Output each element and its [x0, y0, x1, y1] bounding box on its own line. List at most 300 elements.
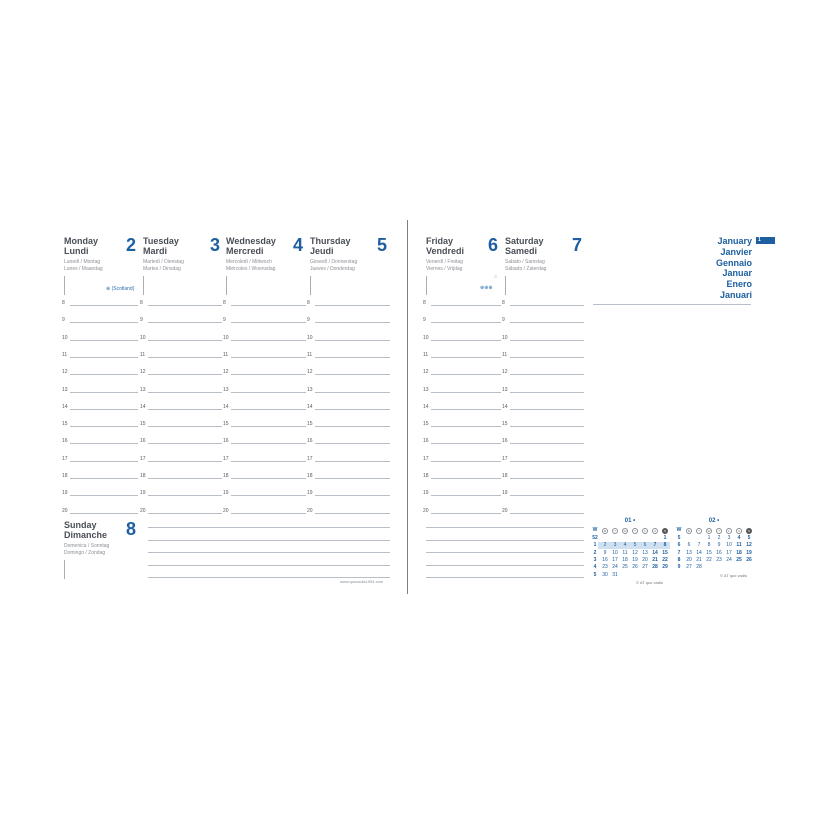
- hour-line: [231, 409, 306, 410]
- hour-line: [148, 305, 222, 306]
- hour-label: 8: [223, 300, 226, 306]
- hour-line: [148, 513, 222, 514]
- mini-calendar-day: 12: [746, 542, 752, 549]
- day-number: 7: [572, 235, 583, 255]
- mini-calendar-day: 16: [716, 549, 722, 556]
- mini-calendar-day: 1: [707, 535, 711, 541]
- mini-calendar-month: 02 •: [708, 518, 720, 524]
- hour-line: [315, 478, 390, 479]
- hour-line: [431, 392, 501, 393]
- hour-line: [70, 305, 138, 306]
- note-line: [148, 540, 390, 541]
- hour-line: [315, 443, 390, 444]
- day-name-alt2: Sábado / Zaterdag: [505, 266, 547, 272]
- hour-line: [510, 374, 584, 375]
- hour-label: 19: [62, 490, 68, 497]
- mini-calendar-day: 19: [632, 556, 638, 563]
- weekday-head: T: [612, 528, 618, 534]
- hour-label: 18: [140, 473, 146, 479]
- hour-label: 11: [502, 351, 508, 358]
- hour-label: 18: [223, 473, 229, 479]
- hour-line: [315, 461, 390, 462]
- day-number: 5: [377, 235, 388, 255]
- hour-label: 15: [223, 421, 229, 428]
- hour-line: [148, 357, 222, 358]
- hour-label: 14: [140, 403, 146, 410]
- hour-label: 11: [423, 351, 429, 358]
- hour-line: [70, 340, 138, 341]
- hour-label: 17: [502, 455, 508, 462]
- hour-line: [315, 305, 390, 306]
- day-name-en: Monday: [64, 236, 99, 246]
- hour-line: [315, 357, 390, 358]
- weekday-head: S: [663, 529, 666, 533]
- week-number: 2: [593, 549, 597, 556]
- hour-label: 16: [423, 438, 429, 445]
- hour-line: [231, 305, 306, 306]
- month-name: January: [717, 236, 752, 246]
- hour-line: [510, 478, 584, 479]
- day-header-tuesday: [143, 235, 221, 273]
- hour-label: 18: [423, 473, 429, 479]
- day-name-en: Tuesday: [143, 236, 179, 246]
- hour-line: [431, 461, 501, 462]
- week-label: W: [676, 527, 682, 533]
- hour-label: 9: [423, 317, 426, 324]
- hour-line: [510, 322, 584, 323]
- hour-line: [510, 461, 584, 462]
- mini-calendar-day: 21: [652, 556, 658, 563]
- hour-line: [231, 478, 306, 479]
- hour-line: [148, 409, 222, 410]
- hour-label: 10: [307, 334, 313, 341]
- day-name-en: Saturday: [505, 236, 544, 246]
- hour-line: [148, 478, 222, 479]
- hour-label: 20: [223, 507, 229, 514]
- hour-label: 11: [140, 351, 146, 358]
- hour-label: 8: [140, 300, 143, 306]
- hour-label: 19: [223, 490, 229, 497]
- hour-line: [315, 322, 390, 323]
- mini-calendar-day: 7: [697, 542, 701, 549]
- mini-calendar-day: 18: [736, 549, 742, 556]
- day-number: 8: [126, 519, 137, 539]
- hour-label: 12: [502, 369, 508, 376]
- hour-line: [148, 443, 222, 444]
- month-name: Januari: [719, 289, 752, 300]
- day-divider: [310, 276, 311, 295]
- hour-line: [231, 392, 306, 393]
- day-header-wednesday: [226, 236, 306, 273]
- day-name-en: Friday: [426, 236, 454, 246]
- month-name: Janvier: [720, 246, 752, 257]
- week-number: 8: [677, 556, 681, 563]
- hour-line: [70, 374, 138, 375]
- hour-label: 13: [307, 386, 313, 393]
- note-line: [426, 552, 584, 553]
- day-name-alt2: Jueves / Donderdag: [310, 266, 355, 272]
- hour-line: [70, 357, 138, 358]
- mini-calendar-day: 9: [717, 542, 721, 549]
- hour-line: [510, 409, 584, 410]
- hour-line: [70, 495, 138, 496]
- mini-calendar-day: 14: [696, 549, 702, 556]
- day-number: 4: [293, 235, 304, 255]
- moon-phase-icon: ○: [494, 274, 498, 280]
- mini-calendar-day: 13: [686, 549, 692, 556]
- hour-line: [510, 357, 584, 358]
- holiday-note: [106, 286, 134, 292]
- hour-label: 9: [223, 317, 226, 324]
- mini-calendar-day: 13: [642, 549, 648, 556]
- month-name: Januar: [722, 268, 752, 279]
- mini-calendar-day: 24: [726, 556, 732, 563]
- mini-calendar-day: 16: [602, 556, 608, 563]
- hour-line: [431, 340, 501, 341]
- day-name-alt2: Lunes / Maandag: [64, 266, 103, 272]
- note-line: [148, 552, 390, 553]
- mini-calendar-day: 2: [717, 535, 721, 541]
- hour-label: 13: [423, 386, 429, 393]
- hour-line: [148, 374, 222, 375]
- hour-line: [510, 340, 584, 341]
- note-line: [148, 527, 390, 528]
- hour-line: [315, 495, 390, 496]
- hour-line: [431, 357, 501, 358]
- day-name-fr: Mercredi: [226, 246, 264, 256]
- hour-label: 8: [62, 300, 65, 306]
- hour-label: 20: [307, 507, 313, 514]
- hour-line: [431, 443, 501, 444]
- hour-label: 11: [223, 351, 229, 358]
- hour-line: [148, 340, 222, 341]
- week-number: 4: [593, 564, 597, 571]
- mini-calendar-day: 28: [652, 564, 658, 571]
- mini-calendar-day: 14: [652, 549, 658, 556]
- day-name-fr: Mardi: [143, 246, 168, 256]
- mini-calendar-day: 17: [612, 556, 618, 563]
- hour-label: 13: [62, 386, 68, 393]
- day-name-alt1: Domenica / Sonntag: [64, 543, 110, 549]
- mini-calendar-day: 12: [632, 549, 638, 556]
- mini-calendar-day: 8: [663, 542, 667, 549]
- hour-label: 15: [307, 421, 313, 428]
- weekday-head: S: [737, 529, 740, 533]
- hour-line: [148, 426, 222, 427]
- hour-line: [315, 392, 390, 393]
- hour-label: 17: [62, 455, 68, 462]
- mini-calendar-day: 28: [696, 564, 702, 571]
- mini-calendar-day: 27: [686, 564, 692, 571]
- weekday-head: T: [696, 528, 702, 534]
- month-names: [700, 236, 775, 301]
- hour-line: [231, 426, 306, 427]
- mini-calendar-day: 23: [716, 556, 722, 563]
- week-number: 9: [677, 564, 681, 571]
- day-name-alt2: Domingo / Zondag: [64, 550, 106, 556]
- hour-label: 10: [423, 334, 429, 341]
- hour-line: [70, 409, 138, 410]
- hour-label: 15: [423, 421, 429, 428]
- mini-calendar-day: 25: [736, 556, 742, 563]
- weekday-head: S: [653, 529, 656, 533]
- hour-label: 20: [423, 507, 429, 514]
- mini-calendar-day: 6: [687, 542, 691, 549]
- hour-line: [148, 392, 222, 393]
- hour-label: 20: [140, 507, 146, 514]
- hour-line: [510, 305, 584, 306]
- weekday-head: W: [707, 529, 711, 533]
- hour-line: [231, 461, 306, 462]
- hour-line: [315, 426, 390, 427]
- hour-label: 13: [223, 386, 229, 393]
- hour-label: 17: [223, 455, 229, 462]
- mini-calendar-day: 26: [746, 556, 752, 563]
- day-divider: [64, 560, 65, 579]
- hour-label: 18: [62, 473, 68, 479]
- hour-line: [148, 322, 222, 323]
- day-header-thursday: [310, 236, 390, 273]
- hour-label: 16: [502, 438, 508, 445]
- hour-label: 17: [140, 455, 146, 462]
- mini-calendar-day: 2: [603, 542, 607, 549]
- mini-calendar-day: 3: [727, 535, 731, 541]
- hour-line: [70, 392, 138, 393]
- hour-line: [315, 409, 390, 410]
- day-header-monday: [64, 235, 139, 292]
- mini-calendar-day: 30: [602, 571, 608, 578]
- hour-line: [70, 426, 138, 427]
- note-line: [426, 527, 584, 528]
- mini-calendar-day: 10: [612, 549, 618, 556]
- hour-line: [231, 322, 306, 323]
- hour-line: [431, 409, 501, 410]
- mini-calendar-day: 5: [633, 542, 637, 549]
- week-number: 3: [593, 556, 597, 563]
- hour-line: [315, 374, 390, 375]
- mini-calendar-day: 23: [602, 564, 608, 571]
- hour-line: [231, 357, 306, 358]
- mini-calendar-day: 19: [746, 549, 752, 556]
- hour-label: 14: [307, 403, 313, 410]
- hour-line: [431, 374, 501, 375]
- day-name-fr: Samedi: [505, 246, 538, 256]
- day-divider: [226, 276, 227, 295]
- mini-calendar-day: 18: [622, 556, 628, 563]
- hour-line: [70, 461, 138, 462]
- hour-label: 17: [307, 455, 313, 462]
- hour-label: 20: [502, 507, 508, 514]
- mini-calendar-day: 4: [737, 535, 741, 541]
- hour-line: [510, 392, 584, 393]
- mini-calendar-day: 25: [622, 564, 628, 571]
- hour-label: 16: [307, 438, 313, 445]
- day-name-alt1: Lunedì / Montag: [64, 259, 101, 265]
- hour-label: 10: [223, 334, 229, 341]
- hour-label: 9: [307, 317, 310, 324]
- mini-calendar-day: 11: [736, 542, 742, 549]
- mini-calendar-day: 17: [726, 549, 732, 556]
- note-line: [426, 577, 584, 578]
- hour-label: 11: [307, 351, 313, 358]
- hour-line: [231, 495, 306, 496]
- hour-label: 10: [502, 334, 508, 341]
- hour-line: [70, 322, 138, 323]
- mini-calendar-day: 4: [623, 542, 627, 549]
- day-number: 6: [488, 235, 499, 255]
- copyright-note: © AT quo vadis: [720, 573, 747, 578]
- hour-line: [510, 495, 584, 496]
- mini-calendar-day: 11: [622, 549, 628, 556]
- mini-calendar-january: [590, 518, 670, 585]
- mini-calendar-day: 5: [747, 535, 751, 541]
- hour-label: 14: [223, 403, 229, 410]
- day-name-alt2: Miércoles / Woensdag: [226, 266, 276, 272]
- hour-label: 19: [423, 490, 429, 497]
- day-divider: [64, 276, 65, 295]
- mini-calendar-day: 15: [662, 549, 668, 556]
- day-name-en: Wednesday: [226, 236, 276, 246]
- hour-label: 12: [140, 369, 146, 376]
- hour-line: [70, 443, 138, 444]
- day-header-saturday: [505, 236, 585, 273]
- hour-line: [510, 426, 584, 427]
- mini-calendar-day: 7: [653, 542, 657, 549]
- hour-line: [315, 340, 390, 341]
- day-name-alt1: Martedì / Dienstag: [143, 259, 184, 265]
- day-name-alt2: Martes / Dinsdag: [143, 266, 181, 272]
- week-number: 7: [677, 549, 681, 556]
- mini-calendar-day: 10: [726, 542, 732, 549]
- hour-label: 12: [307, 369, 313, 376]
- hour-line: [148, 495, 222, 496]
- month-rule: [593, 304, 751, 305]
- hour-label: 19: [502, 490, 508, 497]
- mini-calendar-day: 20: [642, 556, 648, 563]
- hour-label: 13: [140, 386, 146, 393]
- day-divider: [505, 276, 506, 295]
- month-name: Gennaio: [715, 257, 752, 268]
- note-line: [148, 577, 390, 578]
- note-line: [426, 565, 584, 566]
- day-name-alt1: Venerdì / Freitag: [426, 259, 463, 265]
- copyright-note: © AT quo vadis: [636, 580, 663, 585]
- hour-line: [510, 443, 584, 444]
- weekday-head: M: [687, 529, 691, 533]
- hour-label: 9: [62, 317, 65, 324]
- mini-calendar-day: 8: [707, 542, 711, 549]
- day-divider: [426, 276, 427, 295]
- hour-label: 16: [140, 438, 146, 445]
- day-name-en: Thursday: [310, 236, 351, 246]
- day-name-fr: Vendredi: [426, 246, 465, 256]
- hour-label: 20: [62, 507, 68, 514]
- hour-label: 14: [423, 403, 429, 410]
- hour-label: 15: [62, 421, 68, 428]
- hour-label: 12: [62, 369, 68, 376]
- hour-label: 15: [140, 421, 146, 428]
- hour-label: 11: [62, 351, 68, 358]
- weekday-head: T: [632, 528, 638, 534]
- day-name-alt1: Sabato / Samstag: [505, 259, 545, 265]
- note-line: [148, 565, 390, 566]
- hour-label: 12: [223, 369, 229, 376]
- mini-calendar-day: 21: [696, 556, 702, 563]
- hour-line: [431, 513, 501, 514]
- weekday-head: S: [747, 529, 750, 533]
- hour-label: 10: [140, 334, 146, 341]
- week-number: 1: [593, 542, 597, 549]
- hour-label: 12: [423, 369, 429, 376]
- hour-label: 9: [140, 317, 143, 324]
- hour-line: [431, 495, 501, 496]
- day-name-alt2: Viernes / Vrijdag: [426, 266, 463, 272]
- day-number: 3: [210, 235, 221, 255]
- hour-label: 16: [62, 438, 68, 445]
- hour-line: [315, 513, 390, 514]
- weekday-head: T: [716, 528, 722, 534]
- hour-label: 18: [307, 473, 313, 479]
- mini-calendar-day: 1: [663, 535, 667, 541]
- hour-label: 15: [502, 421, 508, 428]
- hour-line: [431, 322, 501, 323]
- mini-calendar-day: 3: [613, 542, 617, 549]
- hour-line: [231, 374, 306, 375]
- hour-label: 13: [502, 386, 508, 393]
- mini-calendar-day: 6: [643, 542, 647, 549]
- week-number: 52: [592, 535, 598, 541]
- day-header-friday: [426, 235, 501, 291]
- hour-label: 9: [502, 317, 505, 324]
- hour-line: [70, 513, 138, 514]
- mini-calendar-day: 9: [603, 549, 607, 556]
- website-footer: www.quovadis1954.com: [340, 579, 384, 584]
- day-header-sunday: [64, 520, 144, 557]
- day-name-fr: Lundi: [64, 246, 89, 256]
- mini-calendar-day: 31: [612, 571, 618, 578]
- hour-line: [231, 340, 306, 341]
- month-name: Enero: [726, 279, 752, 290]
- week-number: 6: [677, 542, 681, 549]
- week-number: 5: [593, 571, 597, 578]
- day-name-alt1: Mercoledì / Mittwoch: [226, 259, 272, 265]
- weekday-head: F: [726, 528, 732, 534]
- day-name-alt1: Giovedì / Donnerstag: [310, 259, 358, 265]
- mini-calendar-day: 24: [612, 564, 618, 571]
- day-number: 2: [126, 235, 137, 255]
- note-line: [426, 540, 584, 541]
- hour-line: [231, 513, 306, 514]
- mini-calendar-day: 29: [662, 564, 668, 571]
- weekday-head: M: [603, 529, 607, 533]
- hour-line: [148, 461, 222, 462]
- hour-label: 14: [62, 403, 68, 410]
- hour-line: [70, 478, 138, 479]
- hour-label: 14: [502, 403, 508, 410]
- holiday-icon: ⊕: [106, 286, 112, 292]
- hour-label: 19: [307, 490, 313, 497]
- hour-label: 10: [62, 334, 68, 341]
- hour-label: 8: [307, 300, 310, 306]
- hour-line: [431, 426, 501, 427]
- hour-line: [431, 305, 501, 306]
- hour-label: 8: [502, 300, 505, 306]
- day-name-fr: Dimanche: [64, 530, 108, 540]
- festival-icons: ⊕⊕⊕: [480, 285, 493, 291]
- mini-calendar-day: 22: [706, 556, 712, 563]
- hour-line: [231, 443, 306, 444]
- mini-calendar-day: 15: [706, 549, 712, 556]
